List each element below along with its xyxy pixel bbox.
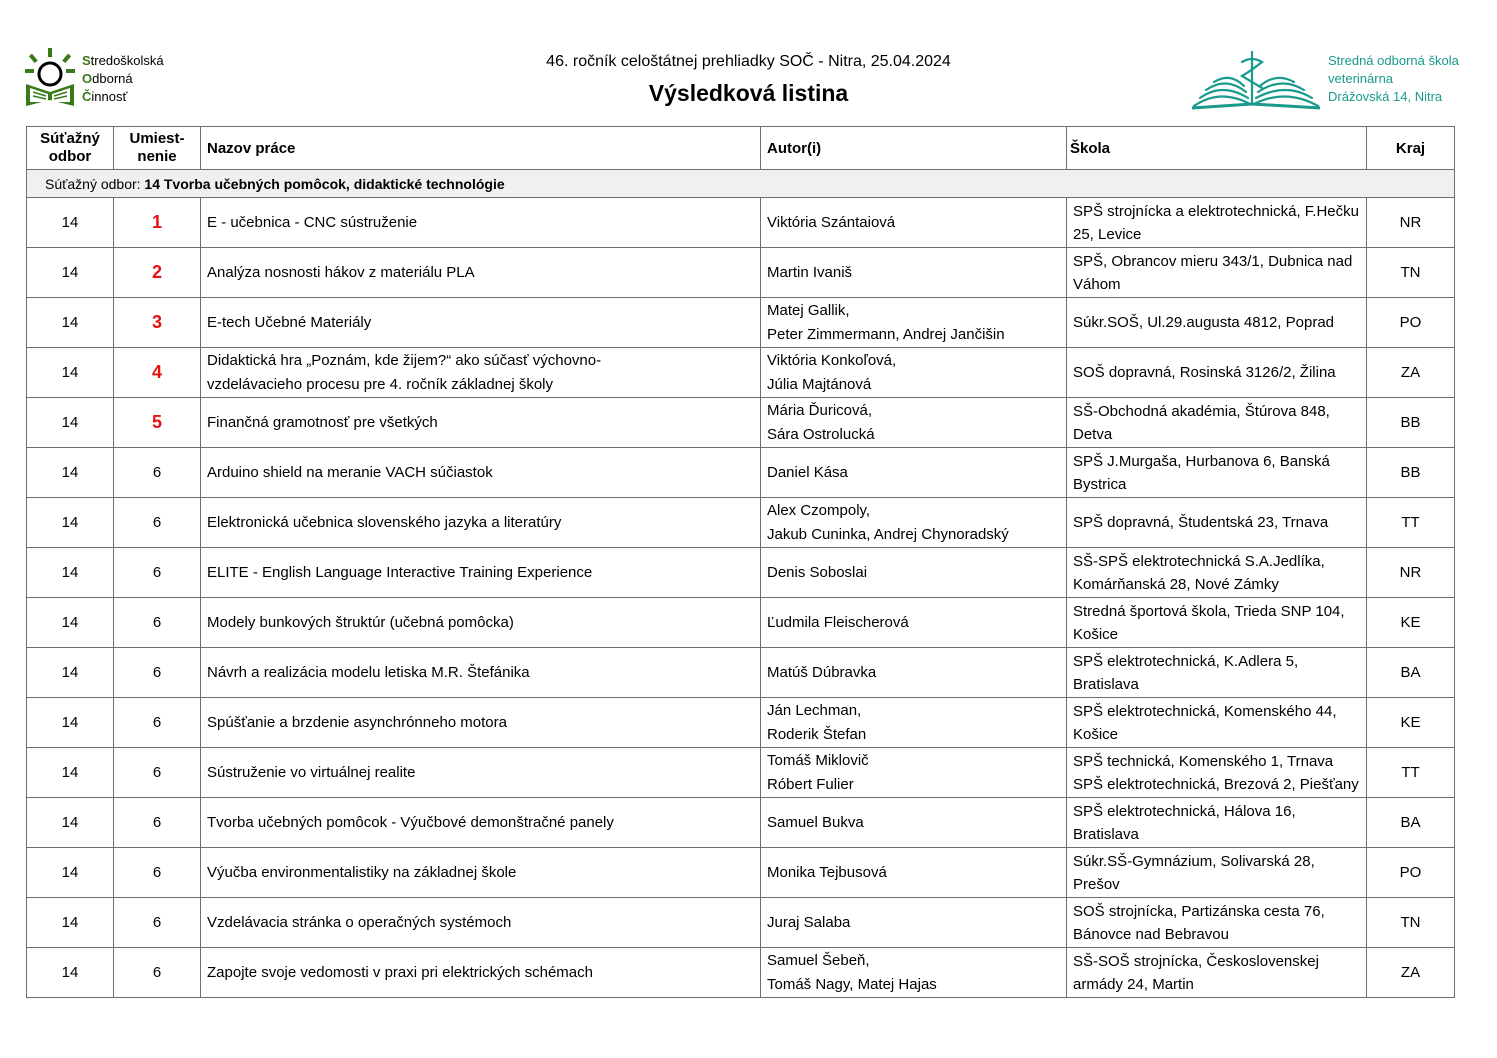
- cell-autor: [761, 398, 1067, 448]
- autor-line: Ľudmila Fleischerová: [767, 613, 909, 631]
- cell-autor: [761, 348, 1067, 398]
- cell-autor: [761, 948, 1067, 998]
- cell-skola: [1067, 898, 1367, 948]
- vet-school-line-2: veterinárna: [1328, 71, 1394, 86]
- skola-line: SŠ-SPŠ elektrotechnická S.A.Jedlíka,: [1073, 552, 1325, 570]
- table-row: [27, 198, 1455, 248]
- cell-odbor: 14: [27, 798, 114, 848]
- cell-odbor: 14: [27, 698, 114, 748]
- col-header-odbor: [27, 127, 114, 170]
- autor-line: Monika Tejbusová: [767, 863, 887, 881]
- page-header: [0, 0, 1497, 125]
- cell-nazov-prace: [201, 548, 761, 598]
- skola-line: Košice: [1073, 625, 1119, 643]
- cell-umiestnenie: 5: [114, 398, 201, 448]
- nazov-prace-line: Tvorba učebných pomôcok - Výučbové demonštračné panely: [207, 813, 614, 831]
- soc-line-3: Činnosť: [82, 89, 128, 104]
- skola-line: Súkr.SOŠ, Ul.29.augusta 4812, Poprad: [1073, 314, 1334, 331]
- col-header-odbor-line-2: odbor: [48, 148, 92, 165]
- skola-line: Bratislava: [1073, 675, 1139, 693]
- autor-line: Ján Lechman,: [767, 701, 862, 719]
- autor-line: Alex Czompoly,: [767, 501, 871, 519]
- skola-line: SPŠ, Obrancov mieru 343/1, Dubnica nad: [1073, 252, 1353, 270]
- skola-line: Komárňanská 28, Nové Zámky: [1073, 575, 1279, 593]
- autor-line: Viktória Konkoľová,: [767, 351, 897, 369]
- autor-line: Samuel Bukva: [767, 813, 864, 831]
- cell-odbor: 14: [27, 948, 114, 998]
- nazov-prace-line: Sústruženie vo virtuálnej realite: [207, 763, 416, 781]
- cell-skola: [1067, 348, 1367, 398]
- autor-line: Sára Ostrolucká: [767, 425, 875, 443]
- cell-skola: [1067, 648, 1367, 698]
- autor-line: Daniel Kása: [767, 463, 848, 481]
- cell-kraj: NR: [1367, 198, 1455, 248]
- cell-kraj: BA: [1367, 648, 1455, 698]
- nazov-prace-line: Elektronická učebnica slovenského jazyka a literatúry: [207, 513, 562, 531]
- col-header-umiest-line-1: Umiest-: [129, 130, 185, 147]
- cell-umiestnenie: 6: [114, 498, 201, 548]
- vet-school-logo-icon: [1190, 48, 1322, 112]
- col-header-odbor-line-1: Súťažný: [40, 130, 100, 147]
- group-label: [27, 170, 1455, 198]
- skola-line: SŠ-SOŠ strojnícka, Československej: [1073, 952, 1319, 970]
- skola-line: Bánovce nad Bebravou: [1073, 925, 1229, 943]
- table-row: [27, 648, 1455, 698]
- group-row: [27, 170, 1455, 198]
- cell-skola: [1067, 398, 1367, 448]
- table-row: [27, 798, 1455, 848]
- col-header-skola: Škola: [1067, 127, 1367, 170]
- nazov-prace-line: Spúšťanie a brzdenie asynchrónneho motora: [207, 713, 507, 731]
- cell-odbor: 14: [27, 548, 114, 598]
- cell-autor: [761, 798, 1067, 848]
- table-row: [27, 498, 1455, 548]
- cell-kraj: BA: [1367, 798, 1455, 848]
- cell-umiestnenie: 2: [114, 248, 201, 298]
- cell-umiestnenie: 6: [114, 698, 201, 748]
- cell-skola: [1067, 598, 1367, 648]
- cell-odbor: 14: [27, 448, 114, 498]
- cell-kraj: PO: [1367, 298, 1455, 348]
- cell-autor: [761, 548, 1067, 598]
- vet-school-line-3: Drážovská 14, Nitra: [1328, 89, 1443, 104]
- cell-skola: [1067, 298, 1367, 348]
- cell-odbor: 14: [27, 598, 114, 648]
- table-row: [27, 698, 1455, 748]
- cell-odbor: 14: [27, 198, 114, 248]
- nazov-prace-line: vzdelávacieho procesu pre 4. ročník základnej školy: [207, 375, 554, 393]
- skola-line: SPŠ elektrotechnická, K.Adlera 5,: [1073, 652, 1299, 670]
- cell-nazov-prace: [201, 248, 761, 298]
- nazov-prace-line: Didaktická hra „Poznám, kde žijem?“ ako súčasť výchovno-: [207, 351, 602, 369]
- skola-line: Bratislava: [1073, 825, 1139, 843]
- autor-line: Matúš Dúbravka: [767, 663, 877, 681]
- cell-kraj: ZA: [1367, 348, 1455, 398]
- skola-line: SPŠ elektrotechnická, Brezová 2, Piešťany: [1073, 775, 1359, 793]
- cell-nazov-prace: [201, 598, 761, 648]
- table-row: [27, 898, 1455, 948]
- cell-autor: [761, 698, 1067, 748]
- cell-autor: [761, 198, 1067, 248]
- soc-line-2: Odborná: [82, 71, 133, 86]
- nazov-prace-line: Arduino shield na meranie VACH súčiastok: [207, 463, 493, 481]
- skola-line: Stredná športová škola, Trieda SNP 104,: [1073, 602, 1345, 620]
- cell-kraj: KE: [1367, 698, 1455, 748]
- table-row: [27, 548, 1455, 598]
- col-header-nazov-prace: Nazov práce: [201, 127, 761, 170]
- skola-line: Váhom: [1073, 275, 1121, 293]
- skola-line: armády 24, Martin: [1073, 975, 1194, 993]
- cell-umiestnenie: 3: [114, 298, 201, 348]
- cell-skola: [1067, 948, 1367, 998]
- skola-line: SOŠ dopravná, Rosinská 3126/2, Žilina: [1073, 364, 1336, 381]
- cell-skola: [1067, 798, 1367, 848]
- cell-skola: [1067, 548, 1367, 598]
- results-table: [26, 126, 1455, 998]
- autor-line: Matej Gallik,: [767, 301, 850, 319]
- cell-umiestnenie: 6: [114, 648, 201, 698]
- col-header-kraj: Kraj: [1367, 127, 1455, 170]
- cell-skola: [1067, 748, 1367, 798]
- group-prefix: Súťažný odbor:: [45, 175, 145, 192]
- cell-skola: [1067, 198, 1367, 248]
- cell-kraj: TN: [1367, 898, 1455, 948]
- cell-odbor: 14: [27, 498, 114, 548]
- cell-kraj: TT: [1367, 748, 1455, 798]
- autor-line: Tomáš Nagy, Matej Hajas: [767, 975, 937, 993]
- cell-odbor: 14: [27, 298, 114, 348]
- autor-line: Róbert Fulier: [767, 775, 854, 793]
- nazov-prace-line: Analýza nosnosti hákov z materiálu PLA: [207, 263, 475, 281]
- autor-line: Jakub Cuninka, Andrej Chynoradský: [767, 525, 1009, 543]
- cell-umiestnenie: 6: [114, 898, 201, 948]
- autor-line: Tomáš Miklovič: [767, 751, 869, 769]
- cell-nazov-prace: [201, 748, 761, 798]
- soc-line-1: Stredoškolská: [82, 53, 164, 68]
- autor-line: Denis Soboslai: [767, 563, 868, 581]
- autor-line: Viktória Szántaiová: [767, 213, 896, 231]
- nazov-prace-line: E - učebnica - CNC sústruženie: [207, 213, 418, 231]
- cell-nazov-prace: [201, 498, 761, 548]
- skola-line: SPŠ elektrotechnická, Komenského 44,: [1073, 702, 1337, 720]
- cell-nazov-prace: [201, 398, 761, 448]
- skola-line: SŠ-Obchodná akadémia, Štúrova 848,: [1073, 402, 1330, 420]
- cell-kraj: PO: [1367, 848, 1455, 898]
- group-name: 14 Tvorba učebných pomôcok, didaktické technológie: [144, 175, 505, 192]
- autor-line: Peter Zimmermann, Andrej Jančišin: [767, 325, 1005, 343]
- cell-skola: [1067, 248, 1367, 298]
- table-row: [27, 298, 1455, 348]
- cell-odbor: 14: [27, 398, 114, 448]
- table-row: [27, 748, 1455, 798]
- cell-nazov-prace: [201, 198, 761, 248]
- nazov-prace-line: Vzdelávacia stránka o operačných systémoch: [207, 913, 512, 931]
- col-header-umiestnenie: [114, 127, 201, 170]
- cell-nazov-prace: [201, 348, 761, 398]
- table-row: [27, 398, 1455, 448]
- event-subtitle: 46. ročník celoštátnej prehliadky SOČ - Nitra, 25.04.2024: [546, 53, 951, 70]
- autor-line: Roderik Štefan: [767, 725, 867, 743]
- cell-odbor: 14: [27, 898, 114, 948]
- cell-nazov-prace: [201, 298, 761, 348]
- autor-line: Juraj Salaba: [767, 913, 851, 931]
- cell-autor: [761, 298, 1067, 348]
- table-row: [27, 948, 1455, 998]
- skola-line: Bystrica: [1073, 475, 1127, 493]
- cell-nazov-prace: [201, 848, 761, 898]
- cell-nazov-prace: [201, 898, 761, 948]
- nazov-prace-line: Finančná gramotnosť pre všetkých: [207, 413, 438, 431]
- cell-odbor: 14: [27, 248, 114, 298]
- cell-kraj: TT: [1367, 498, 1455, 548]
- cell-odbor: 14: [27, 348, 114, 398]
- table-row: [27, 848, 1455, 898]
- cell-kraj: BB: [1367, 448, 1455, 498]
- cell-autor: [761, 648, 1067, 698]
- skola-line: Košice: [1073, 725, 1119, 743]
- cell-skola: [1067, 448, 1367, 498]
- skola-line: SPŠ technická, Komenského 1, Trnava: [1073, 752, 1334, 770]
- skola-line: SPŠ elektrotechnická, Hálova 16,: [1073, 802, 1296, 820]
- nazov-prace-line: Výučba environmentalistiky na základnej škole: [207, 863, 517, 881]
- autor-line: Samuel Šebeň,: [767, 951, 870, 969]
- nazov-prace-line: Zapojte svoje vedomosti v praxi pri elektrických schémach: [207, 963, 593, 981]
- cell-autor: [761, 598, 1067, 648]
- cell-skola: [1067, 698, 1367, 748]
- cell-nazov-prace: [201, 698, 761, 748]
- cell-autor: [761, 248, 1067, 298]
- cell-odbor: 14: [27, 748, 114, 798]
- cell-autor: [761, 848, 1067, 898]
- cell-nazov-prace: [201, 798, 761, 848]
- cell-umiestnenie: 6: [114, 948, 201, 998]
- skola-line: Detva: [1073, 425, 1113, 443]
- cell-kraj: NR: [1367, 548, 1455, 598]
- nazov-prace-line: Návrh a realizácia modelu letiska M.R. Štefánika: [207, 663, 530, 681]
- table-row: [27, 348, 1455, 398]
- cell-kraj: BB: [1367, 398, 1455, 448]
- autor-line: Mária Ďuricová,: [767, 401, 873, 419]
- cell-nazov-prace: [201, 948, 761, 998]
- nazov-prace-line: ELITE - English Language Interactive Training Experience: [207, 563, 593, 581]
- cell-kraj: KE: [1367, 598, 1455, 648]
- skola-line: SPŠ J.Murgaša, Hurbanova 6, Banská: [1073, 452, 1330, 470]
- skola-line: SPŠ dopravná, Študentská 23, Trnava: [1073, 514, 1329, 531]
- cell-odbor: 14: [27, 848, 114, 898]
- cell-autor: [761, 748, 1067, 798]
- cell-umiestnenie: 6: [114, 748, 201, 798]
- table-row: [27, 598, 1455, 648]
- table-row: [27, 448, 1455, 498]
- cell-umiestnenie: 6: [114, 798, 201, 848]
- autor-line: Martin Ivaniš: [767, 263, 853, 281]
- cell-kraj: ZA: [1367, 948, 1455, 998]
- vet-school-line-1: Stredná odborná škola: [1328, 53, 1459, 68]
- cell-skola: [1067, 498, 1367, 548]
- cell-odbor: 14: [27, 648, 114, 698]
- cell-nazov-prace: [201, 448, 761, 498]
- cell-autor: [761, 898, 1067, 948]
- cell-umiestnenie: 6: [114, 848, 201, 898]
- cell-umiestnenie: 6: [114, 548, 201, 598]
- table-row: [27, 248, 1455, 298]
- col-header-umiest-line-2: nenie: [137, 148, 177, 165]
- table-header-row: [27, 127, 1455, 170]
- col-header-autor: Autor(i): [761, 127, 1067, 170]
- cell-umiestnenie: 6: [114, 598, 201, 648]
- vet-school-name: [1328, 52, 1459, 106]
- nazov-prace-line: Modely bunkových štruktúr (učebná pomôcka): [207, 613, 514, 631]
- nazov-prace-line: E-tech Učebné Materiály: [207, 313, 372, 331]
- cell-umiestnenie: 4: [114, 348, 201, 398]
- autor-line: Júlia Majtánová: [767, 375, 872, 393]
- cell-autor: [761, 498, 1067, 548]
- cell-autor: [761, 448, 1067, 498]
- cell-umiestnenie: 6: [114, 448, 201, 498]
- skola-line: SPŠ strojnícka a elektrotechnická, F.Hečku: [1073, 202, 1359, 220]
- page-title: Výsledková listina: [648, 80, 849, 106]
- skola-line: 25, Levice: [1073, 225, 1142, 243]
- skola-line: SOŠ strojnícka, Partizánska cesta 76,: [1073, 902, 1325, 920]
- cell-kraj: TN: [1367, 248, 1455, 298]
- cell-umiestnenie: 1: [114, 198, 201, 248]
- cell-skola: [1067, 848, 1367, 898]
- cell-nazov-prace: [201, 648, 761, 698]
- skola-line: Súkr.SŠ-Gymnázium, Solivarská 28, Prešov: [1073, 852, 1315, 893]
